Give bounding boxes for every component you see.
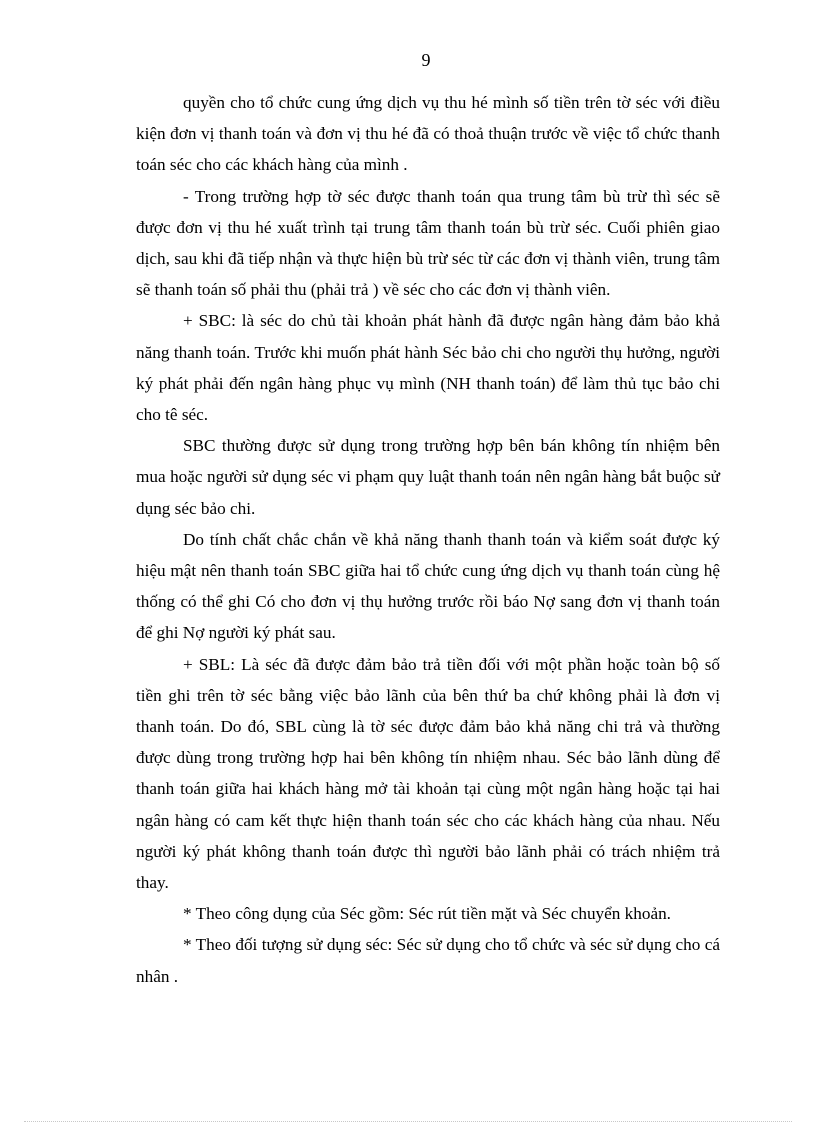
page-number: 9 — [421, 50, 431, 70]
paragraph-clearing-center: - Trong trường hợp tờ séc được thanh toán qua trung tâm bù trừ thì séc sẽ được đơn vị thu hé xuất trình tại trung tâm thanh toán bù trừ séc. Cuối phiên giao dịch, sau khi đã tiếp nhận và thực hiện bù trừ séc từ các đơn vị thành viên, trung tâm sẽ thanh toán số phải thu (phải trả ) về séc cho các đơn vị thành viên. — [136, 186, 720, 300]
paragraph-sbc-settlement: Do tính chất chắc chắn về khả năng thanh thanh toán và kiểm soát được ký hiệu mật nên thanh toán SBC giữa hai tổ chức cung ứng dịch vụ thanh toán cùng hệ thống có thể ghi Có cho đơn vị thụ hưởng trước rồi báo Nợ sang đơn vị thanh toán để ghi Nợ người ký phát sau. — [136, 529, 720, 643]
page-bottom-divider — [24, 1121, 792, 1122]
paragraph-by-purpose: * Theo công dụng của Séc gồm: Séc rút tiền mặt và Séc chuyển khoản. — [183, 904, 671, 924]
paragraph-sbl-definition: + SBL: Là séc đã được đảm bảo trả tiền đối với một phần hoặc toàn bộ số tiền ghi trên tờ séc bằng việc bảo lãnh của bên thứ ba chứ không phải là đơn vị thanh toán. Do đó, SBL cùng là tờ séc được đảm bảo khả năng chi trả và thường được dùng trong trường hợp hai bên không tín nhiệm nhau. Séc bảo lãnh dùng để thanh toán giữa hai khách hàng mở tài khoản tại cùng một ngân hàng hoặc tại hai ngân hàng có cam kết thực hiện thanh toán séc cho các khách hàng của nhau. Nếu người ký phát không thanh toán được thì người bảo lãnh phải có trách nhiệm trả thay. — [136, 654, 720, 893]
body-text — [136, 87, 720, 992]
paragraph-sbc-definition: + SBC: là séc do chủ tài khoản phát hành đã được ngân hàng đảm bảo khả năng thanh toán. Trước khi muốn phát hành Séc bảo chi cho người thụ hưởng, người ký phát phải đến ngân hàng phục vụ mình (NH thanh toán) để làm thủ tục bảo chi cho tê séc. — [136, 311, 720, 425]
paragraph-sbc-usage: SBC thường được sử dụng trong trường hợp bên bán không tín nhiệm bên mua hoặc người sử dụng séc vi phạm quy luật thanh toán nên ngân hàng bắt buộc sử dụng séc bảo chi. — [136, 436, 720, 518]
paragraph-continuation: quyền cho tổ chức cung ứng dịch vụ thu hé mình số tiền trên tờ séc với điều kiện đơn vị thanh toán và đơn vị thu hé đã có thoả thuận trước về việc tổ chức thanh toán séc cho các khách hàng của mình . — [136, 93, 720, 175]
paragraph-by-user: * Theo đối tượng sử dụng séc: Séc sử dụng cho tổ chức và séc sử dụng cho cá nhân . — [136, 935, 720, 986]
